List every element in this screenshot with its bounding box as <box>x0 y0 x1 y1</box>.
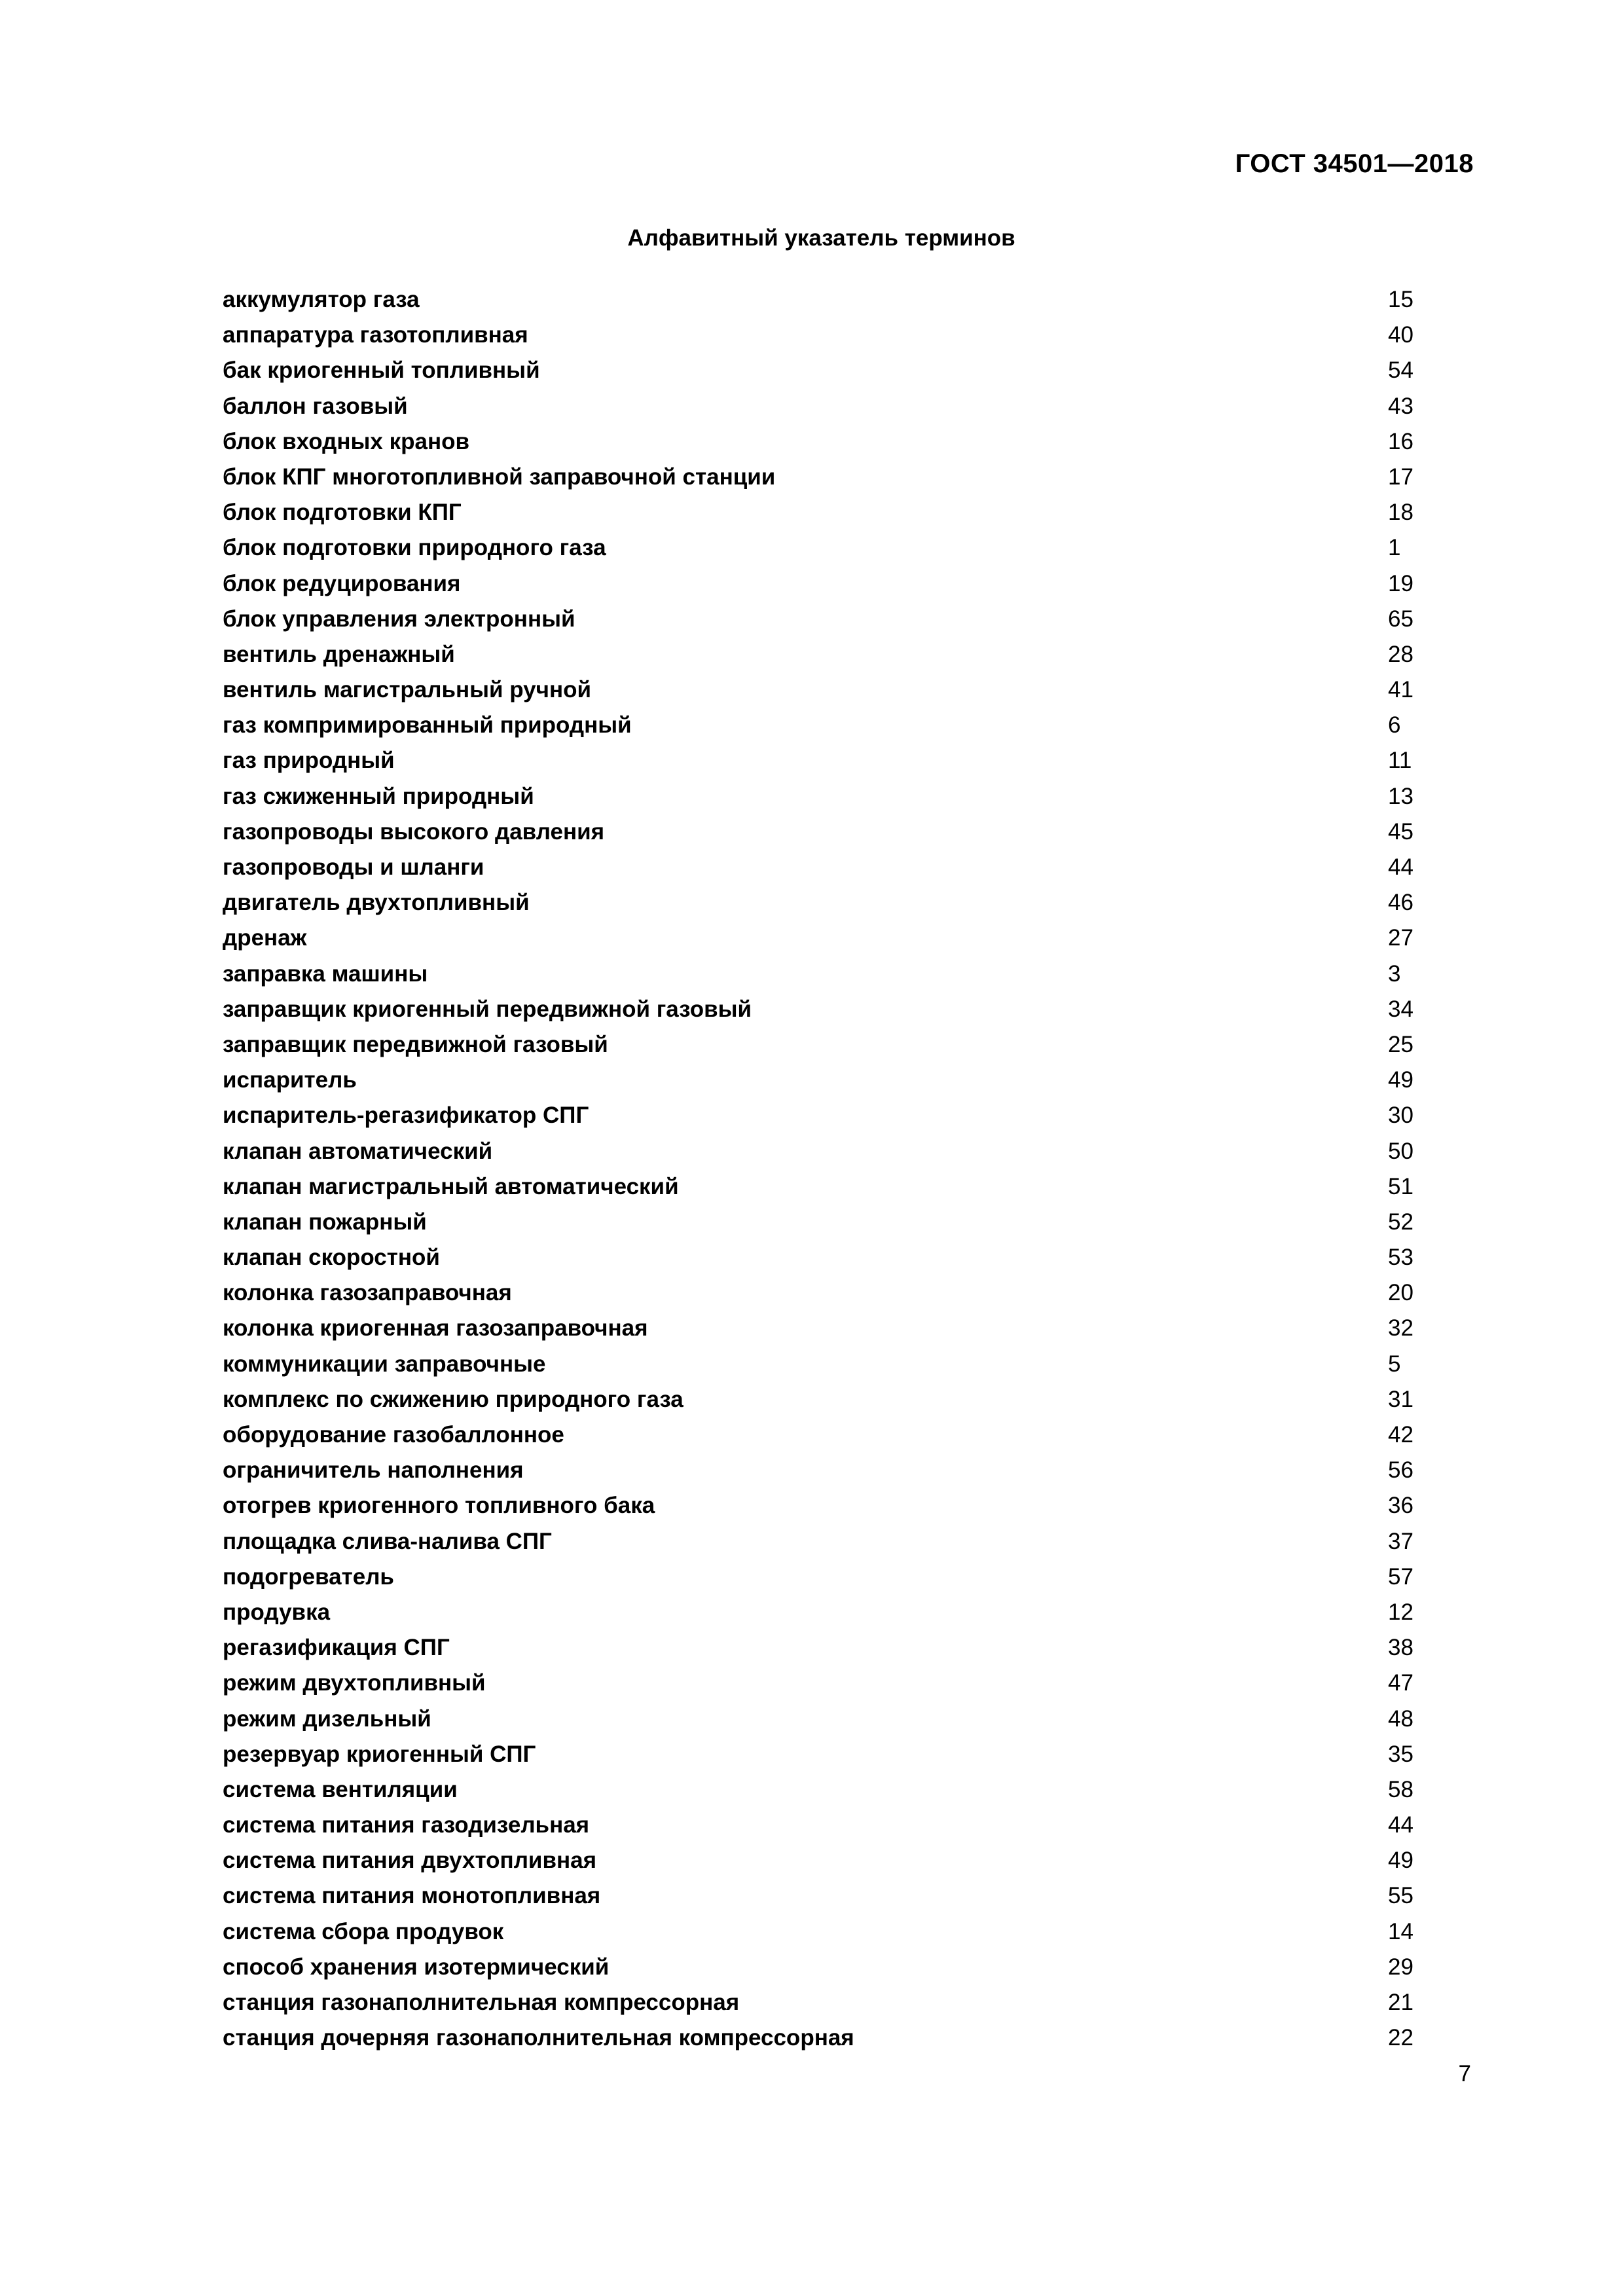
term-number: 6 <box>1388 712 1401 738</box>
term-number: 32 <box>1388 1315 1413 1341</box>
term-name: станция газонаполнительная компрессорная <box>223 1990 740 2015</box>
term-name: подогреватель <box>223 1563 394 1590</box>
term-name: блок управления электронный <box>223 606 575 632</box>
term-name: станция дочерняя газонаполнительная компрессорная <box>223 2025 854 2051</box>
term-number: 3 <box>1388 960 1401 987</box>
term-number: 15 <box>1388 287 1413 312</box>
term-name: резервуар криогенный СПГ <box>223 1741 536 1767</box>
term-number: 17 <box>1388 464 1413 490</box>
term-row <box>223 1950 1440 1985</box>
term-number: 49 <box>1388 1848 1413 1874</box>
term-number: 13 <box>1388 783 1413 809</box>
term-row <box>223 1630 1440 1666</box>
term-number: 65 <box>1388 606 1413 632</box>
term-number: 11 <box>1388 748 1412 774</box>
term-row <box>223 1702 1440 1737</box>
term-name: блок КПГ многотопливной заправочной станции <box>223 464 776 490</box>
term-name: клапан скоростной <box>223 1245 440 1271</box>
term-name: баллон газовый <box>223 393 408 419</box>
term-number: 12 <box>1388 1599 1413 1625</box>
term-row <box>223 566 1440 602</box>
term-row <box>223 495 1440 530</box>
term-row <box>223 424 1440 460</box>
term-name: клапан магистральный автоматический <box>223 1173 679 1199</box>
term-number: 28 <box>1388 641 1413 667</box>
term-name: вентиль дренажный <box>223 641 455 667</box>
term-row <box>223 353 1440 388</box>
term-row <box>223 1382 1440 1417</box>
term-row <box>223 1772 1440 1808</box>
term-number: 38 <box>1388 1635 1413 1661</box>
term-number: 20 <box>1388 1280 1413 1306</box>
term-name: система питания двухтопливная <box>223 1848 596 1874</box>
term-number: 44 <box>1388 854 1413 880</box>
term-row <box>223 708 1440 743</box>
term-row <box>223 460 1440 495</box>
term-name: газ природный <box>223 748 395 774</box>
term-name: коммуникации заправочные <box>223 1351 546 1377</box>
term-number: 16 <box>1388 428 1413 454</box>
term-name: система сбора продувок <box>223 1918 504 1944</box>
term-name: комплекс по сжижению природного газа <box>223 1386 684 1412</box>
term-row <box>223 920 1440 956</box>
term-number: 19 <box>1388 570 1413 596</box>
term-row <box>223 779 1440 814</box>
term-row <box>223 389 1440 424</box>
term-number: 37 <box>1388 1528 1413 1554</box>
term-row <box>223 1878 1440 1914</box>
term-row <box>223 1985 1440 2020</box>
term-name: аппаратура газотопливная <box>223 322 528 348</box>
term-number: 55 <box>1388 1883 1413 1909</box>
term-name: газ сжиженный природный <box>223 783 534 809</box>
term-row <box>223 743 1440 778</box>
term-row <box>223 1808 1440 1843</box>
document-code: ГОСТ 34501—2018 <box>1235 149 1474 178</box>
term-number: 58 <box>1388 1776 1413 1802</box>
term-name: режим дизельный <box>223 1705 431 1732</box>
term-row <box>223 282 1440 318</box>
term-name: блок редуцирования <box>223 570 461 596</box>
term-row <box>223 1595 1440 1630</box>
term-name: способ хранения изотермический <box>223 1954 610 1980</box>
term-number: 22 <box>1388 2025 1413 2051</box>
term-row <box>223 885 1440 920</box>
term-number: 35 <box>1388 1741 1413 1767</box>
term-number: 53 <box>1388 1245 1413 1271</box>
term-name: продувка <box>223 1599 331 1625</box>
term-row <box>223 1559 1440 1595</box>
term-number: 25 <box>1388 1031 1413 1057</box>
term-name: система вентиляции <box>223 1776 458 1802</box>
term-name: испаритель-регазификатор СПГ <box>223 1102 589 1129</box>
term-name: газопроводы высокого давления <box>223 818 605 845</box>
term-row <box>223 1666 1440 1701</box>
term-number: 56 <box>1388 1457 1413 1484</box>
term-row <box>223 602 1440 637</box>
term-number: 34 <box>1388 996 1413 1022</box>
term-row <box>223 814 1440 850</box>
term-row <box>223 1063 1440 1098</box>
term-name: блок подготовки КПГ <box>223 500 462 526</box>
term-row <box>223 672 1440 708</box>
term-number: 47 <box>1388 1670 1413 1696</box>
term-number: 14 <box>1388 1918 1413 1944</box>
term-name: клапан автоматический <box>223 1138 493 1164</box>
term-name: блок подготовки природного газа <box>223 535 606 561</box>
term-row <box>223 992 1440 1027</box>
term-name: вентиль магистральный ручной <box>223 677 591 703</box>
term-row <box>223 1134 1440 1169</box>
term-row <box>223 850 1440 885</box>
term-number: 52 <box>1388 1209 1413 1235</box>
term-row <box>223 1311 1440 1346</box>
term-number: 36 <box>1388 1493 1413 1519</box>
term-name: отогрев криогенного топливного бака <box>223 1493 655 1519</box>
term-number: 41 <box>1388 677 1413 703</box>
term-name: испаритель <box>223 1067 357 1093</box>
term-name: колонка газозаправочная <box>223 1280 512 1306</box>
term-row <box>223 1737 1440 1772</box>
term-name: система питания монотопливная <box>223 1883 601 1909</box>
term-name: режим двухтопливный <box>223 1670 486 1696</box>
term-number: 40 <box>1388 322 1413 348</box>
term-row <box>223 637 1440 672</box>
term-row <box>223 1169 1440 1205</box>
term-name: газ компримированный природный <box>223 712 632 738</box>
term-name: колонка криогенная газозаправочная <box>223 1315 648 1341</box>
term-row <box>223 1914 1440 1950</box>
term-number: 31 <box>1388 1386 1413 1412</box>
term-row <box>223 1843 1440 1878</box>
term-number: 48 <box>1388 1705 1413 1732</box>
term-number: 54 <box>1388 357 1413 384</box>
term-number: 49 <box>1388 1067 1413 1093</box>
term-name: ограничитель наполнения <box>223 1457 524 1484</box>
term-number: 43 <box>1388 393 1413 419</box>
term-name: площадка слива-налива СПГ <box>223 1528 552 1554</box>
term-name: клапан пожарный <box>223 1209 427 1235</box>
term-row <box>223 1488 1440 1523</box>
term-number: 46 <box>1388 890 1413 916</box>
term-row <box>223 1417 1440 1453</box>
term-number: 51 <box>1388 1173 1413 1199</box>
term-name: регазификация СПГ <box>223 1635 450 1661</box>
term-name: бак криогенный топливный <box>223 357 540 384</box>
term-name: двигатель двухтопливный <box>223 890 530 916</box>
term-name: заправщик криогенный передвижной газовый <box>223 996 752 1022</box>
term-name: аккумулятор газа <box>223 287 420 312</box>
term-row <box>223 1205 1440 1240</box>
term-number: 5 <box>1388 1351 1401 1377</box>
term-number: 18 <box>1388 500 1413 526</box>
term-row <box>223 1240 1440 1275</box>
term-row <box>223 1098 1440 1133</box>
term-number: 57 <box>1388 1563 1413 1590</box>
term-name: блок входных кранов <box>223 428 470 454</box>
term-row <box>223 1275 1440 1311</box>
term-number: 50 <box>1388 1138 1413 1164</box>
term-number: 45 <box>1388 818 1413 845</box>
term-name: заправщик передвижной газовый <box>223 1031 608 1057</box>
term-number: 42 <box>1388 1422 1413 1448</box>
term-number: 30 <box>1388 1102 1413 1129</box>
term-row <box>223 1524 1440 1559</box>
term-row <box>223 957 1440 992</box>
term-name: система питания газодизельная <box>223 1812 590 1838</box>
term-name: газопроводы и шланги <box>223 854 484 880</box>
term-index-list <box>223 282 1440 2056</box>
term-name: оборудование газобаллонное <box>223 1422 564 1448</box>
term-row <box>223 1347 1440 1382</box>
term-number: 21 <box>1388 1990 1413 2015</box>
term-number: 1 <box>1388 535 1401 561</box>
term-number: 27 <box>1388 925 1413 951</box>
index-title: Алфавитный указатель терминов <box>627 225 1015 251</box>
term-row <box>223 1453 1440 1488</box>
term-row <box>223 318 1440 353</box>
term-number: 44 <box>1388 1812 1413 1838</box>
term-name: дренаж <box>223 925 307 951</box>
page-number: 7 <box>1458 2061 1471 2086</box>
term-name: заправка машины <box>223 960 428 987</box>
term-row <box>223 530 1440 566</box>
term-row <box>223 1027 1440 1063</box>
term-row <box>223 2020 1440 2056</box>
term-number: 29 <box>1388 1954 1413 1980</box>
